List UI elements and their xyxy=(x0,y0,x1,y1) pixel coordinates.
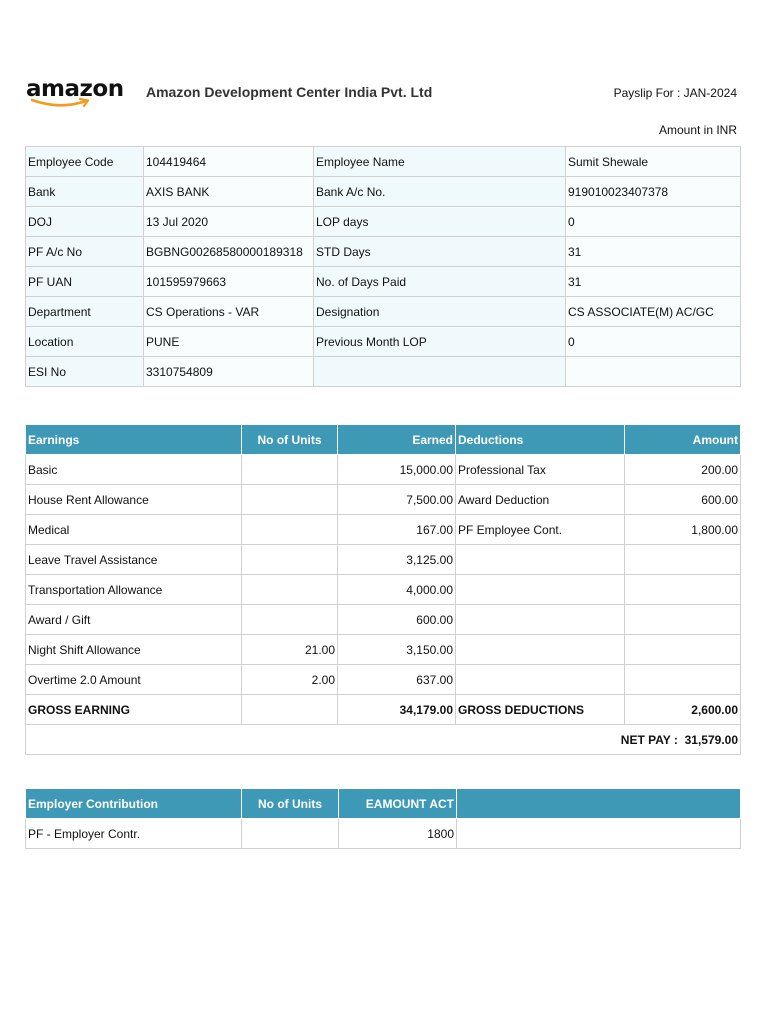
net-pay-row xyxy=(26,725,741,755)
earning-units xyxy=(242,545,338,575)
earning-units xyxy=(242,485,338,515)
earning-amount: 637.00 xyxy=(338,665,456,695)
table-row xyxy=(26,515,741,545)
earning-amount: 600.00 xyxy=(338,605,456,635)
deduction-amount xyxy=(625,575,741,605)
earning-name: Overtime 2.0 Amount xyxy=(26,665,242,695)
info-row xyxy=(26,357,741,387)
info-row xyxy=(26,297,741,327)
info-label: Bank A/c No. xyxy=(314,177,566,207)
header-eamount-act: EAMOUNT ACT xyxy=(339,789,457,819)
info-label: Previous Month LOP xyxy=(314,327,566,357)
table-row xyxy=(26,819,741,849)
info-label: ESI No xyxy=(26,357,144,387)
info-label: Employee Name xyxy=(314,147,566,177)
employer-blank xyxy=(457,819,741,849)
deduction-name xyxy=(456,605,625,635)
deduction-amount xyxy=(625,605,741,635)
earning-amount: 4,000.00 xyxy=(338,575,456,605)
header-employer-units: No of Units xyxy=(242,789,339,819)
info-value: 0 xyxy=(566,327,741,357)
table-row xyxy=(26,575,741,605)
earning-amount: 167.00 xyxy=(338,515,456,545)
info-label: Bank xyxy=(26,177,144,207)
earning-units xyxy=(242,455,338,485)
info-row xyxy=(26,177,741,207)
currency-note: Amount in INR xyxy=(658,123,737,137)
logo-text: amazon xyxy=(26,76,124,102)
employer-amount: 1800 xyxy=(339,819,457,849)
earning-name: Award / Gift xyxy=(26,605,242,635)
earning-amount: 15,000.00 xyxy=(338,455,456,485)
info-label: PF UAN xyxy=(26,267,144,297)
earning-name: Night Shift Allowance xyxy=(26,635,242,665)
deduction-name xyxy=(456,665,625,695)
info-label: Designation xyxy=(314,297,566,327)
company-name: Amazon Development Center India Pvt. Ltd xyxy=(146,84,433,100)
info-value: 101595979663 xyxy=(144,267,314,297)
earning-amount: 7,500.00 xyxy=(338,485,456,515)
earnings-deductions-table xyxy=(25,424,741,755)
deduction-name xyxy=(456,635,625,665)
earning-name: Medical xyxy=(26,515,242,545)
info-label xyxy=(314,357,566,387)
info-value: 31 xyxy=(566,237,741,267)
net-pay-label: NET PAY : xyxy=(620,732,678,747)
header-blank xyxy=(457,789,741,819)
table-row xyxy=(26,545,741,575)
gross-units xyxy=(242,695,338,725)
employer-units xyxy=(242,819,339,849)
gross-row xyxy=(26,695,741,725)
info-row xyxy=(26,327,741,357)
gross-deductions-label: GROSS DEDUCTIONS xyxy=(456,695,625,725)
info-value: 31 xyxy=(566,267,741,297)
earning-units xyxy=(242,605,338,635)
deduction-amount: 200.00 xyxy=(625,455,741,485)
deduction-name xyxy=(456,545,625,575)
info-label: Location xyxy=(26,327,144,357)
info-value: CS ASSOCIATE(M) AC/GC xyxy=(566,297,741,327)
gross-deductions-value: 2,600.00 xyxy=(625,695,741,725)
employer-contribution-table xyxy=(25,788,741,849)
info-value: AXIS BANK xyxy=(144,177,314,207)
info-value: BGBNG00268580000189318 xyxy=(144,237,314,267)
net-pay-cell xyxy=(26,725,741,755)
info-value xyxy=(566,357,741,387)
earnings-header-row xyxy=(26,425,741,455)
table-row xyxy=(26,455,741,485)
amazon-logo xyxy=(26,76,124,112)
deduction-name: PF Employee Cont. xyxy=(456,515,625,545)
deduction-amount: 1,800.00 xyxy=(625,515,741,545)
info-value: 919010023407378 xyxy=(566,177,741,207)
employer-item: PF - Employer Contr. xyxy=(26,819,242,849)
earning-units xyxy=(242,575,338,605)
employee-info-table xyxy=(25,146,741,387)
header-no-of-units: No of Units xyxy=(242,425,338,455)
info-value: 104419464 xyxy=(144,147,314,177)
deduction-amount xyxy=(625,665,741,695)
table-row xyxy=(26,605,741,635)
earning-name: Transportation Allowance xyxy=(26,575,242,605)
info-value: 0 xyxy=(566,207,741,237)
gross-earning-value: 34,179.00 xyxy=(338,695,456,725)
info-label: Department xyxy=(26,297,144,327)
earning-amount: 3,125.00 xyxy=(338,545,456,575)
deduction-name xyxy=(456,575,625,605)
info-value: CS Operations - VAR xyxy=(144,297,314,327)
header-earned: Earned xyxy=(338,425,456,455)
header-earnings: Earnings xyxy=(26,425,242,455)
header-deductions: Deductions xyxy=(456,425,625,455)
header-amount: Amount xyxy=(625,425,741,455)
info-row xyxy=(26,237,741,267)
table-row xyxy=(26,485,741,515)
info-label: STD Days xyxy=(314,237,566,267)
info-row xyxy=(26,207,741,237)
deduction-name: Award Deduction xyxy=(456,485,625,515)
earning-units xyxy=(242,515,338,545)
earning-name: Leave Travel Assistance xyxy=(26,545,242,575)
net-pay-value: 31,579.00 xyxy=(684,732,738,747)
info-row xyxy=(26,147,741,177)
table-row xyxy=(26,665,741,695)
deduction-amount xyxy=(625,545,741,575)
earning-name: House Rent Allowance xyxy=(26,485,242,515)
info-label: DOJ xyxy=(26,207,144,237)
info-value: PUNE xyxy=(144,327,314,357)
smile-arrow-icon xyxy=(30,98,92,108)
earning-units: 2.00 xyxy=(242,665,338,695)
info-value: Sumit Shewale xyxy=(566,147,741,177)
info-label: Employee Code xyxy=(26,147,144,177)
earning-units: 21.00 xyxy=(242,635,338,665)
info-label: LOP days xyxy=(314,207,566,237)
header-employer-contribution: Employer Contribution xyxy=(26,789,242,819)
info-value: 3310754809 xyxy=(144,357,314,387)
info-value: 13 Jul 2020 xyxy=(144,207,314,237)
employer-header-row xyxy=(26,789,741,819)
gross-earning-label: GROSS EARNING xyxy=(26,695,242,725)
earning-name: Basic xyxy=(26,455,242,485)
deduction-amount xyxy=(625,635,741,665)
info-label: PF A/c No xyxy=(26,237,144,267)
deduction-name: Professional Tax xyxy=(456,455,625,485)
payslip-period: Payslip For : JAN-2024 xyxy=(613,86,737,100)
table-row xyxy=(26,635,741,665)
earning-amount: 3,150.00 xyxy=(338,635,456,665)
deduction-amount: 600.00 xyxy=(625,485,741,515)
info-row xyxy=(26,267,741,297)
info-label: No. of Days Paid xyxy=(314,267,566,297)
